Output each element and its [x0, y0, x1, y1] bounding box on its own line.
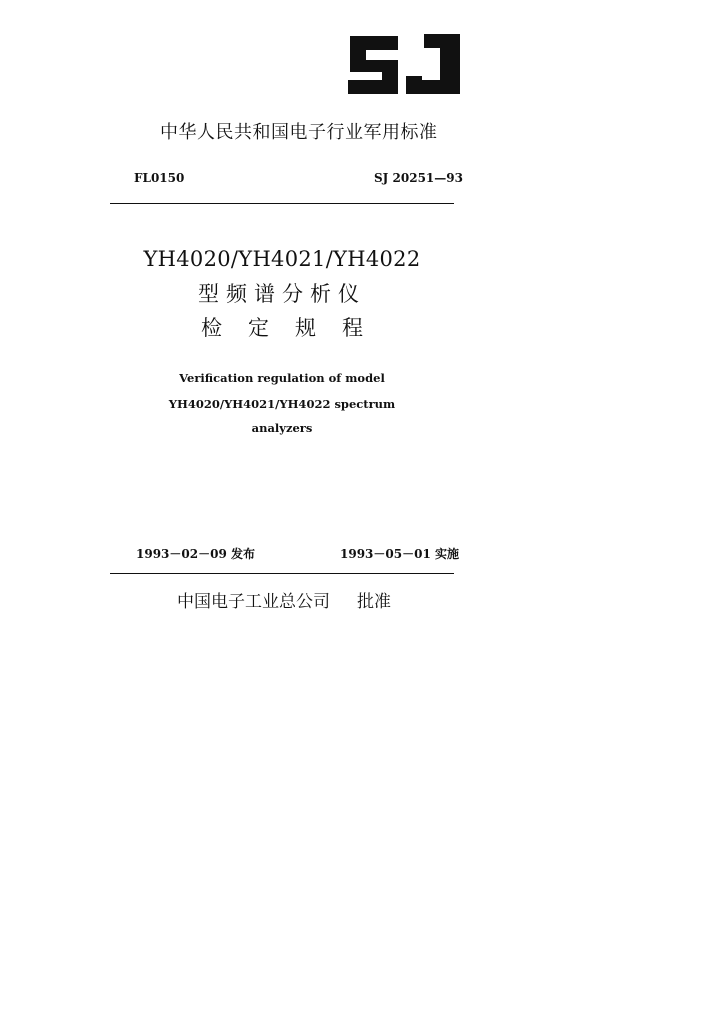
bottom-divider: [110, 573, 454, 574]
title-cn-line1: 型频谱分析仪: [198, 282, 366, 306]
standard-number: SJ 20251—93: [374, 171, 463, 185]
approver: 中国电子工业总公司: [177, 592, 330, 612]
effective-date: 1993－05－01 实施: [340, 547, 459, 561]
top-divider: [110, 203, 454, 204]
title-en-line3: analyzers: [251, 421, 313, 435]
title-models: YH4020/YH4021/YH4022: [143, 247, 421, 271]
standard-type: 中华人民共和国电子行业军用标准: [160, 122, 438, 143]
title-en-line2: YH4020/YH4021/YH4022 spectrum: [168, 397, 396, 411]
title-en-line1: Verification regulation of model: [179, 371, 385, 385]
issue-date: 1993－02－09 发布: [136, 547, 255, 561]
sj-logo: [344, 30, 464, 102]
title-cn-line2: 检定规程: [201, 316, 389, 340]
classification-code: FL0150: [134, 171, 185, 185]
approve-label: 批准: [357, 592, 391, 612]
